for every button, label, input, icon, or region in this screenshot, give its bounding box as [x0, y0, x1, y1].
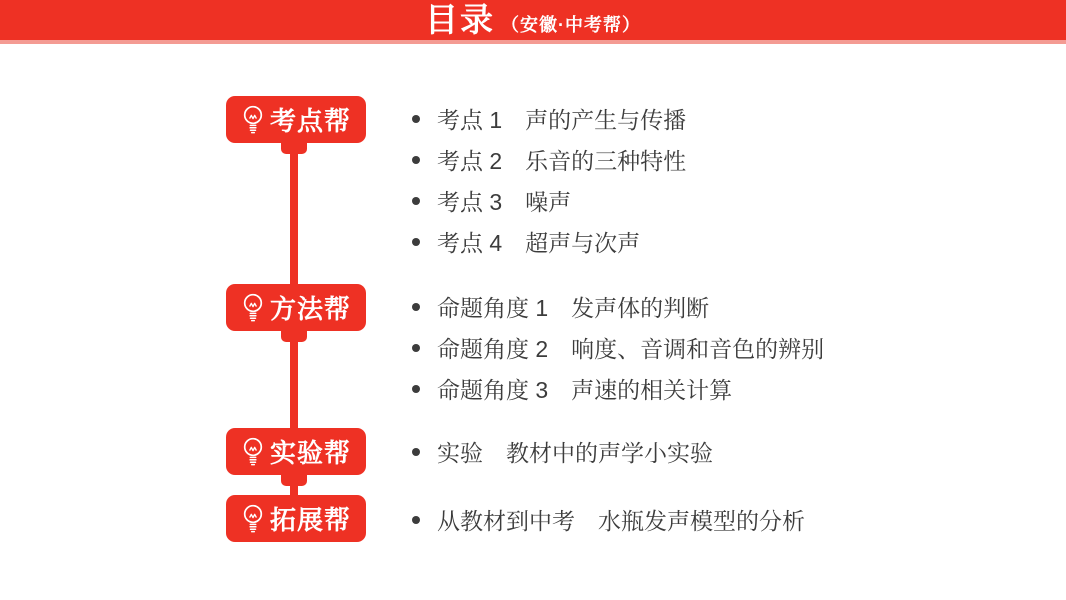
lightbulb-icon — [241, 436, 265, 467]
toc-item[interactable] — [412, 499, 1032, 540]
toc-item-label: 考点 1 声的产生与传播 — [437, 107, 687, 133]
toc-item-label: 从教材到中考 水瓶发声模型的分析 — [437, 508, 805, 534]
lightbulb-icon — [241, 503, 265, 534]
bullet-dot-icon — [412, 516, 420, 524]
toc-item-label: 命题角度 3 声速的相关计算 — [437, 377, 733, 403]
toc-item-label: 考点 3 噪声 — [437, 189, 572, 215]
section-badge-shiyanbang[interactable] — [226, 428, 366, 475]
section-list-kaodian — [412, 98, 1032, 262]
toc-item[interactable] — [412, 286, 1032, 327]
toc-item[interactable] — [412, 98, 1032, 139]
section-list-shiyan — [412, 431, 1032, 472]
bullet-dot-icon — [412, 303, 420, 311]
bullet-dot-icon — [412, 197, 420, 205]
lightbulb-icon — [241, 104, 265, 135]
toc-item[interactable] — [412, 139, 1032, 180]
bullet-dot-icon — [412, 344, 420, 352]
bullet-dot-icon — [412, 448, 420, 456]
badge-label: 拓展帮 — [269, 505, 351, 535]
section-list-tuozhan — [412, 499, 1032, 540]
toc-item-label: 实验 教材中的声学小实验 — [437, 440, 713, 466]
header-bar — [0, 0, 1066, 44]
section-badge-fangfabang[interactable] — [226, 284, 366, 331]
toc-item[interactable] — [412, 221, 1032, 262]
toc-item-label: 命题角度 2 响度、音调和音色的辨别 — [437, 336, 825, 362]
toc-item[interactable] — [412, 327, 1032, 368]
bullet-dot-icon — [412, 385, 420, 393]
lightbulb-icon — [241, 292, 265, 323]
toc-item[interactable] — [412, 431, 1032, 472]
page-title: 目录 — [425, 1, 495, 38]
bullet-dot-icon — [412, 156, 420, 164]
bullet-dot-icon — [412, 238, 420, 246]
section-list-fangfa — [412, 286, 1032, 409]
toc-item[interactable] — [412, 368, 1032, 409]
badge-label: 考点帮 — [269, 106, 351, 136]
badge-label: 实验帮 — [269, 438, 351, 468]
section-badge-kaodianbang[interactable] — [226, 96, 366, 143]
bullet-dot-icon — [412, 115, 420, 123]
badge-label: 方法帮 — [269, 294, 351, 324]
section-badge-tuozhanbang[interactable] — [226, 495, 366, 542]
toc-item-label: 命题角度 1 发声体的判断 — [437, 295, 710, 321]
toc-item[interactable] — [412, 180, 1032, 221]
toc-item-label: 考点 4 超声与次声 — [437, 230, 641, 256]
toc-item-label: 考点 2 乐音的三种特性 — [437, 148, 687, 174]
page-subtitle: （安徽·中考帮） — [501, 15, 641, 35]
